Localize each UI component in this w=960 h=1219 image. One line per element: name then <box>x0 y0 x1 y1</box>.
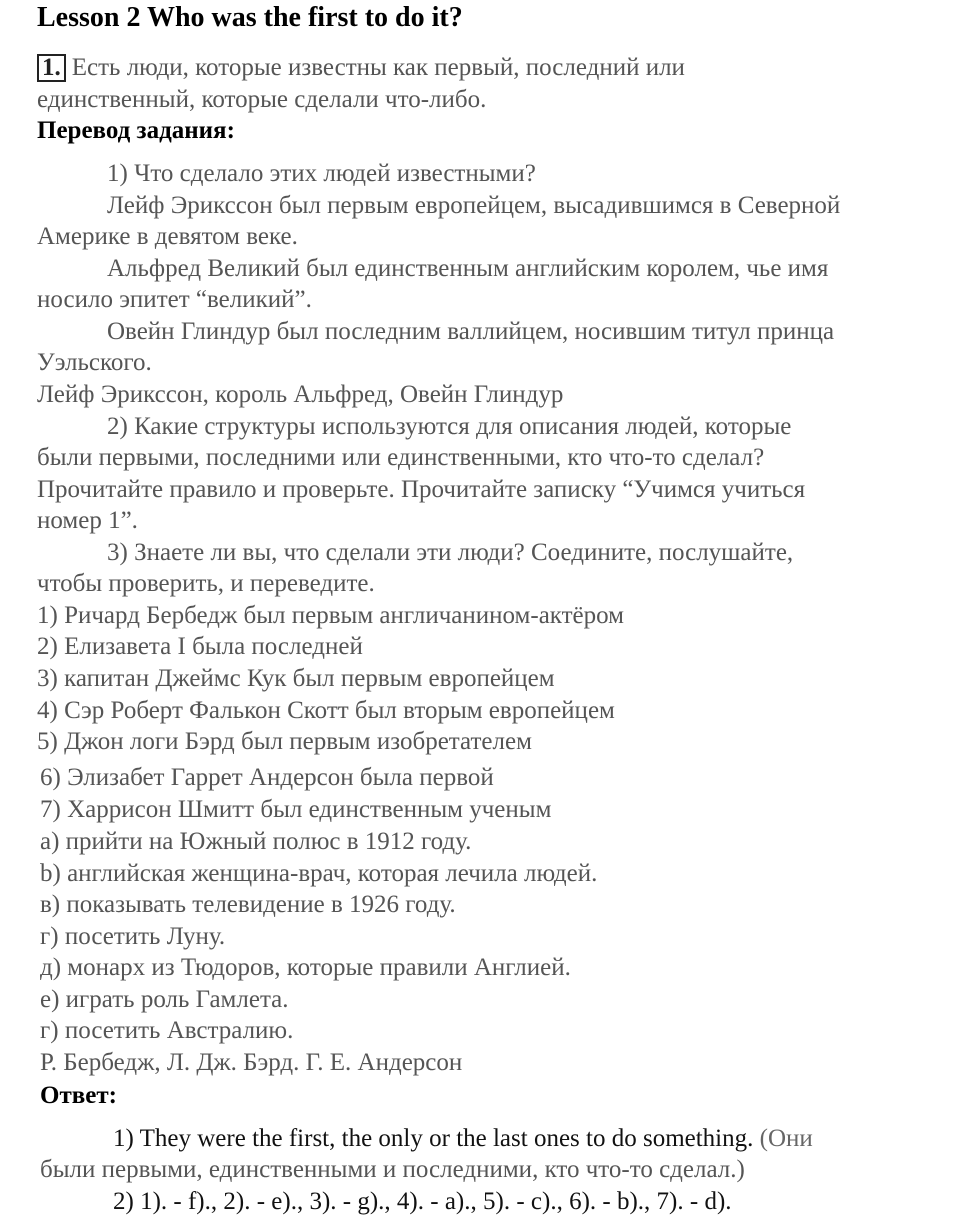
task-number-box: 1. <box>37 54 66 82</box>
translation-line: Лейф Эрикссон был первым европейцем, высадившимся в Северной <box>107 192 841 219</box>
answer-heading: Ответ: <box>40 1082 117 1109</box>
translation-line: Р. Бербедж, Л. Дж. Бэрд. Г. Е. Андерсон <box>40 1049 463 1076</box>
answer-line-1 <box>113 1124 813 1154</box>
translation-line: а) прийти на Южный полюс в 1912 году. <box>40 828 472 855</box>
translation-line: 2) Елизавета I была последней <box>37 633 363 660</box>
translation-line: чтобы проверить, и переведите. <box>37 570 375 597</box>
answer-english-text: 1) They were the first, the only or the last ones to do something. <box>113 1125 754 1152</box>
translation-line: е) играть роль Гамлета. <box>40 986 289 1013</box>
answer-line-3: 2) 1). - f)., 2). - e)., 3). - g)., 4). - a)., 5). - c)., 6). - b)., 7). - d). <box>113 1188 732 1215</box>
translation-line: 4) Сэр Роберт Фалькон Скотт был вторым европейцем <box>37 697 615 724</box>
translation-line: 1) Ричард Бербедж был первым англичанином-актёром <box>37 602 624 629</box>
translation-line: 7) Харрисон Шмитт был единственным ученым <box>40 796 552 823</box>
translation-line: Америке в девятом веке. <box>37 223 298 250</box>
answer-line-2: были первыми, единственными и последними, кто что-то сделал.) <box>40 1156 745 1183</box>
translation-line: Альфред Великий был единственным английским королем, чье имя <box>107 255 829 282</box>
translation-line: b) английская женщина-врач, которая лечила людей. <box>40 860 598 887</box>
task-1-line-1 <box>37 53 685 83</box>
translation-line: носило эпитет “великий”. <box>37 286 312 313</box>
answer-russian-text: (Они <box>753 1125 813 1152</box>
translation-line: Уэльского. <box>37 349 152 376</box>
translation-line: г) посетить Австралию. <box>40 1017 294 1044</box>
translation-line: в) показывать телевидение в 1926 году. <box>40 891 456 918</box>
task-1-text-1: Есть люди, которые известны как первый, последний или <box>71 54 685 81</box>
translation-line: Прочитайте правило и проверьте. Прочитайте записку “Учимся учиться <box>37 476 806 503</box>
translation-line: 1) Что сделало этих людей известными? <box>107 160 536 187</box>
translation-line: г) посетить Луну. <box>40 923 226 950</box>
translation-line: Лейф Эрикссон, король Альфред, Овейн Глиндур <box>37 381 564 408</box>
translation-line: номер 1”. <box>37 507 138 534</box>
translation-line: 2) Какие структуры используются для описания людей, которые <box>107 413 792 440</box>
translation-line: были первыми, последними или единственными, кто что-то сделал? <box>37 444 765 471</box>
translation-line: 3) капитан Джеймс Кук был первым европейцем <box>37 665 555 692</box>
translation-line: 6) Элизабет Гаррет Андерсон была первой <box>40 764 494 791</box>
lesson-title: Lesson 2 Who was the first to do it? <box>37 2 463 33</box>
translation-line: Овейн Глиндур был последним валлийцем, носившим титул принца <box>107 318 835 345</box>
translation-heading: Перевод задания: <box>37 117 235 144</box>
task-1-line-2: единственный, которые сделали что-либо. <box>37 86 487 113</box>
translation-line: 3) Знаете ли вы, что сделали эти люди? Соедините, послушайте, <box>107 539 794 566</box>
translation-line: 5) Джон логи Бэрд был первым изобретателем <box>37 728 532 755</box>
translation-line: д) монарх из Тюдоров, которые правили Англией. <box>40 954 571 981</box>
